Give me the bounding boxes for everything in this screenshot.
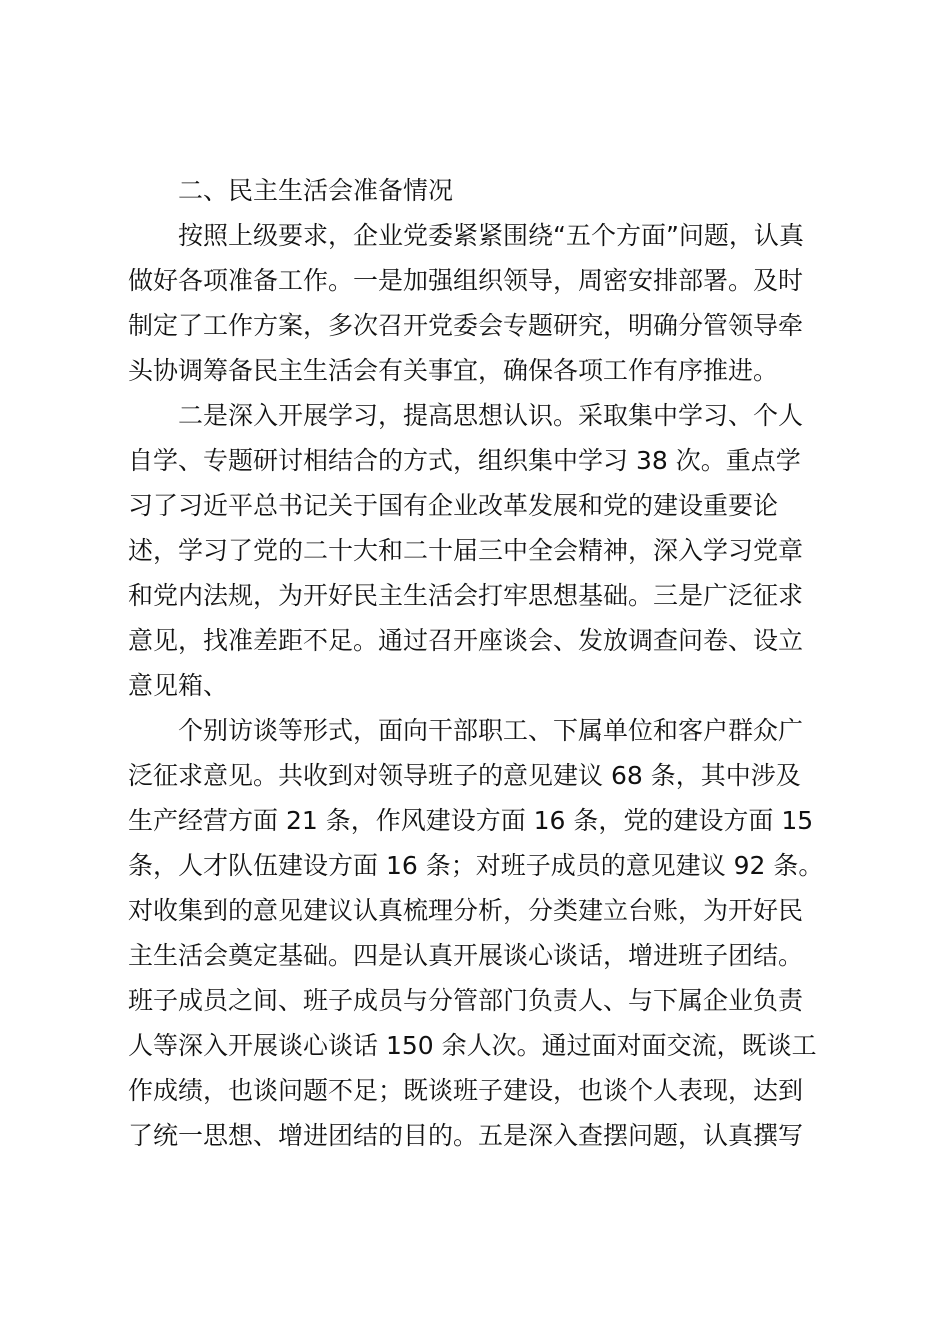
text-line: 和党内法规，为开好民主生活会打牢思想基础。三是广泛征求 [128, 581, 804, 610]
text-line: 作成绩，也谈问题不足；既谈班子建设，也谈个人表现，达到 [128, 1076, 804, 1105]
text-line: 制定了工作方案，多次召开党委会专题研究，明确分管领导牵 [128, 311, 804, 340]
text-line: 二是深入开展学习，提高思想认识。采取集中学习、个人 [178, 401, 804, 430]
text-line: 个别访谈等形式，面向干部职工、下属单位和客户群众广 [178, 716, 804, 745]
text-line: 习了习近平总书记关于国有企业改革发展和党的建设重要论 [128, 491, 779, 520]
section-heading [128, 168, 828, 213]
text-line: 头协调筹备民主生活会有关事宜，确保各项工作有序推进。 [128, 356, 779, 385]
paragraph-organization [128, 213, 828, 393]
text-line: 做好各项准备工作。一是加强组织领导，周密安排部署。及时 [128, 266, 804, 295]
document-body [128, 168, 828, 1158]
text-line: 自学、专题研讨相结合的方式，组织集中学习 38 次。重点学 [128, 446, 801, 475]
text-line: 意见，找准差距不足。通过召开座谈会、发放调查问卷、设立 [128, 626, 804, 655]
text-line: 人等深入开展谈心谈话 150 余人次。通过面对面交流，既谈工 [128, 1031, 817, 1060]
paragraph-study [128, 393, 828, 708]
text-line: 对收集到的意见建议认真梳理分析，分类建立台账，为开好民 [128, 896, 804, 925]
text-line: 条，人才队伍建设方面 16 条；对班子成员的意见建议 92 条。 [128, 851, 824, 880]
text-line: 生产经营方面 21 条，作风建设方面 16 条，党的建设方面 15 [128, 806, 814, 835]
text-line: 述，学习了党的二十大和二十届三中全会精神，深入学习党章 [128, 536, 804, 565]
text-line: 泛征求意见。共收到对领导班子的意见建议 68 条，其中涉及 [128, 761, 801, 790]
text-line: 了统一思想、增进团结的目的。五是深入查摆问题，认真撰写 [128, 1121, 804, 1150]
text-line: 按照上级要求，企业党委紧紧围绕“五个方面”问题，认真 [178, 221, 804, 250]
text-line: 主生活会奠定基础。四是认真开展谈心谈话，增进班子团结。 [128, 941, 804, 970]
text-line: 班子成员之间、班子成员与分管部门负责人、与下属企业负责 [128, 986, 804, 1015]
paragraph-feedback [128, 708, 828, 1158]
text-line: 意见箱、 [128, 671, 229, 700]
heading-text: 二、民主生活会准备情况 [178, 176, 454, 205]
